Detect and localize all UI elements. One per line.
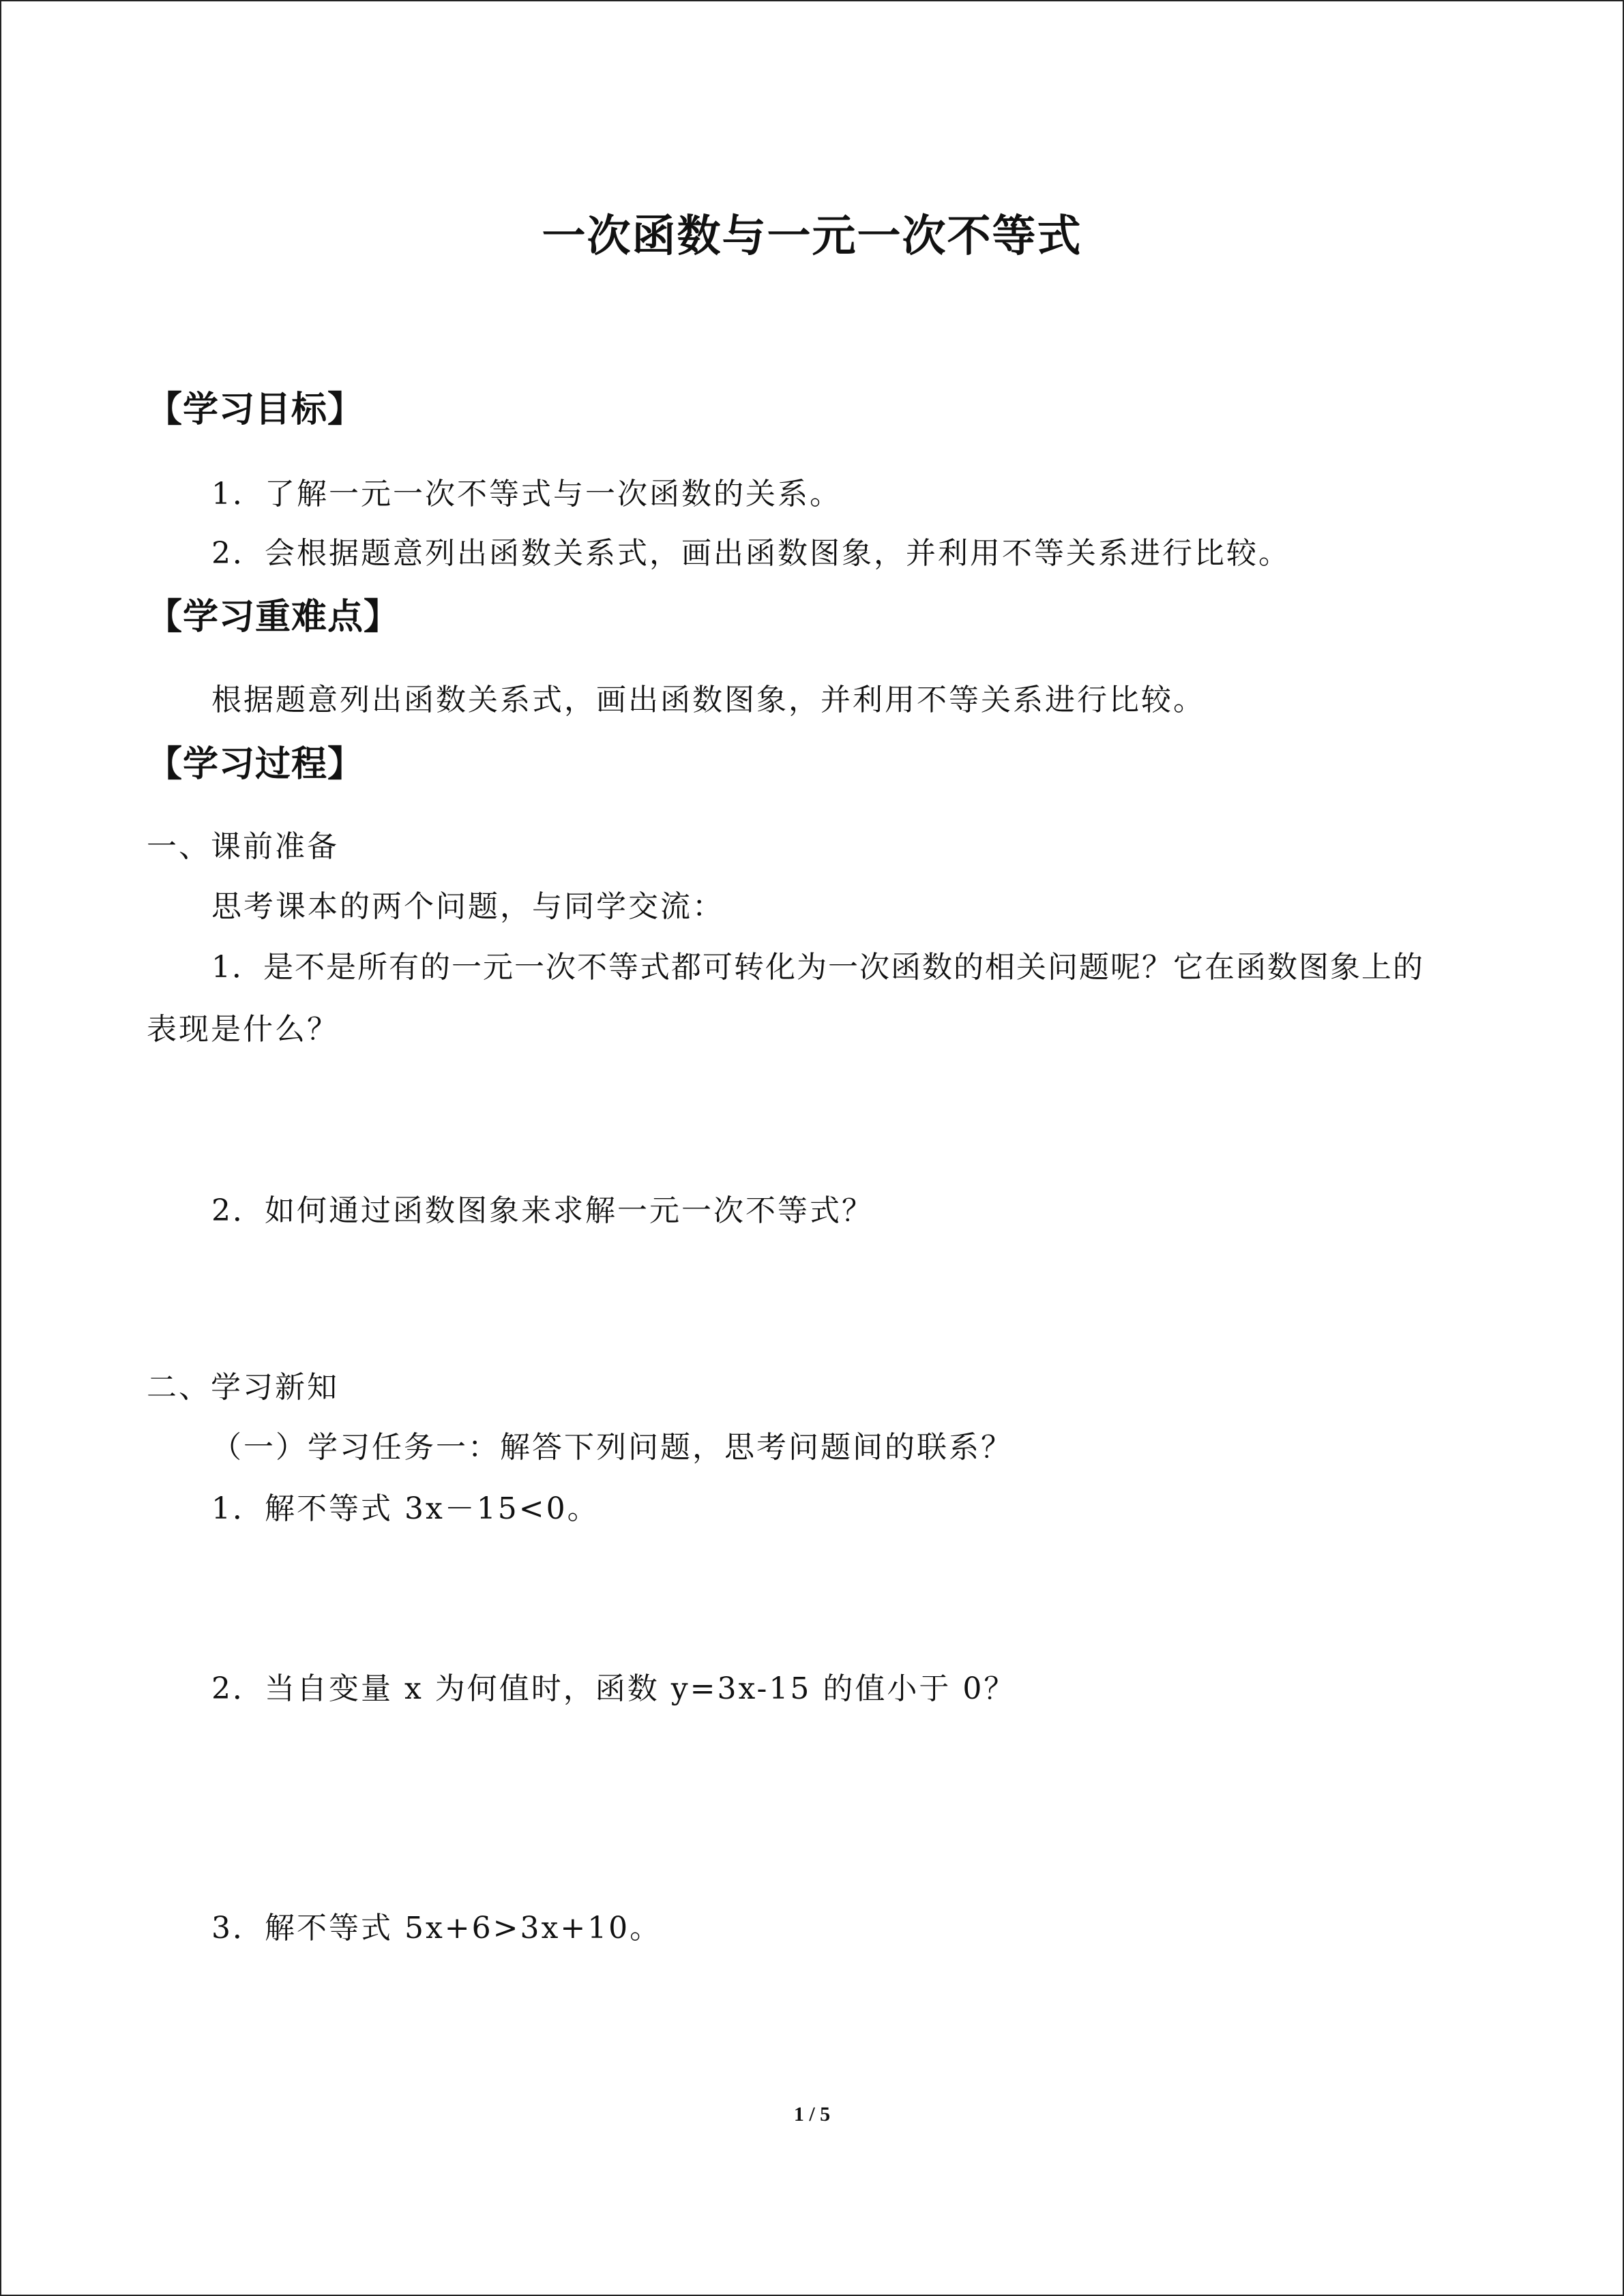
part2-task-1: （一）学习任务一：解答下列问题，思考问题间的联系？ — [211, 1430, 1013, 1465]
part2-question-3: 3．解不等式 5x+6>3x+10。 — [211, 1911, 662, 1945]
part1-question-2: 2．如何通过函数图象来求解一元一次不等式？ — [211, 1193, 874, 1228]
process-heading: 【学习过程】 — [147, 744, 364, 785]
part2-question-2: 2．当自变量 x 为何值时，函数 y=3x-15 的值小于 0？ — [211, 1671, 1016, 1706]
part2-question-1: 1．解不等式 3x－15<0。 — [211, 1491, 600, 1526]
objective-item-1: 1．了解一元一次不等式与一次函数的关系。 — [211, 477, 842, 511]
key-points-heading: 【学习重难点】 — [147, 597, 400, 638]
objectives-heading: 【学习目标】 — [147, 389, 364, 430]
part1-question-1-line-2: 表现是什么？ — [147, 1012, 339, 1047]
page-number: 1 / 5 — [793, 2103, 831, 2126]
part2-heading: 二、学习新知 — [147, 1370, 339, 1405]
key-points-text: 根据题意列出函数关系式，画出函数图象，并利用不等关系进行比较。 — [211, 683, 1205, 717]
part1-intro: 思考课本的两个问题，与同学交流： — [211, 889, 724, 924]
objective-item-2: 2．会根据题意列出函数关系式，画出函数图象，并利用不等关系进行比较。 — [211, 536, 1290, 571]
part1-question-1-line-1: 1．是不是所有的一元一次不等式都可转化为一次函数的相关问题呢？它在函数图象上的 — [211, 950, 1424, 985]
document-title: 一次函数与一元一次不等式 — [542, 211, 1082, 262]
part1-heading: 一、课前准备 — [147, 829, 339, 864]
